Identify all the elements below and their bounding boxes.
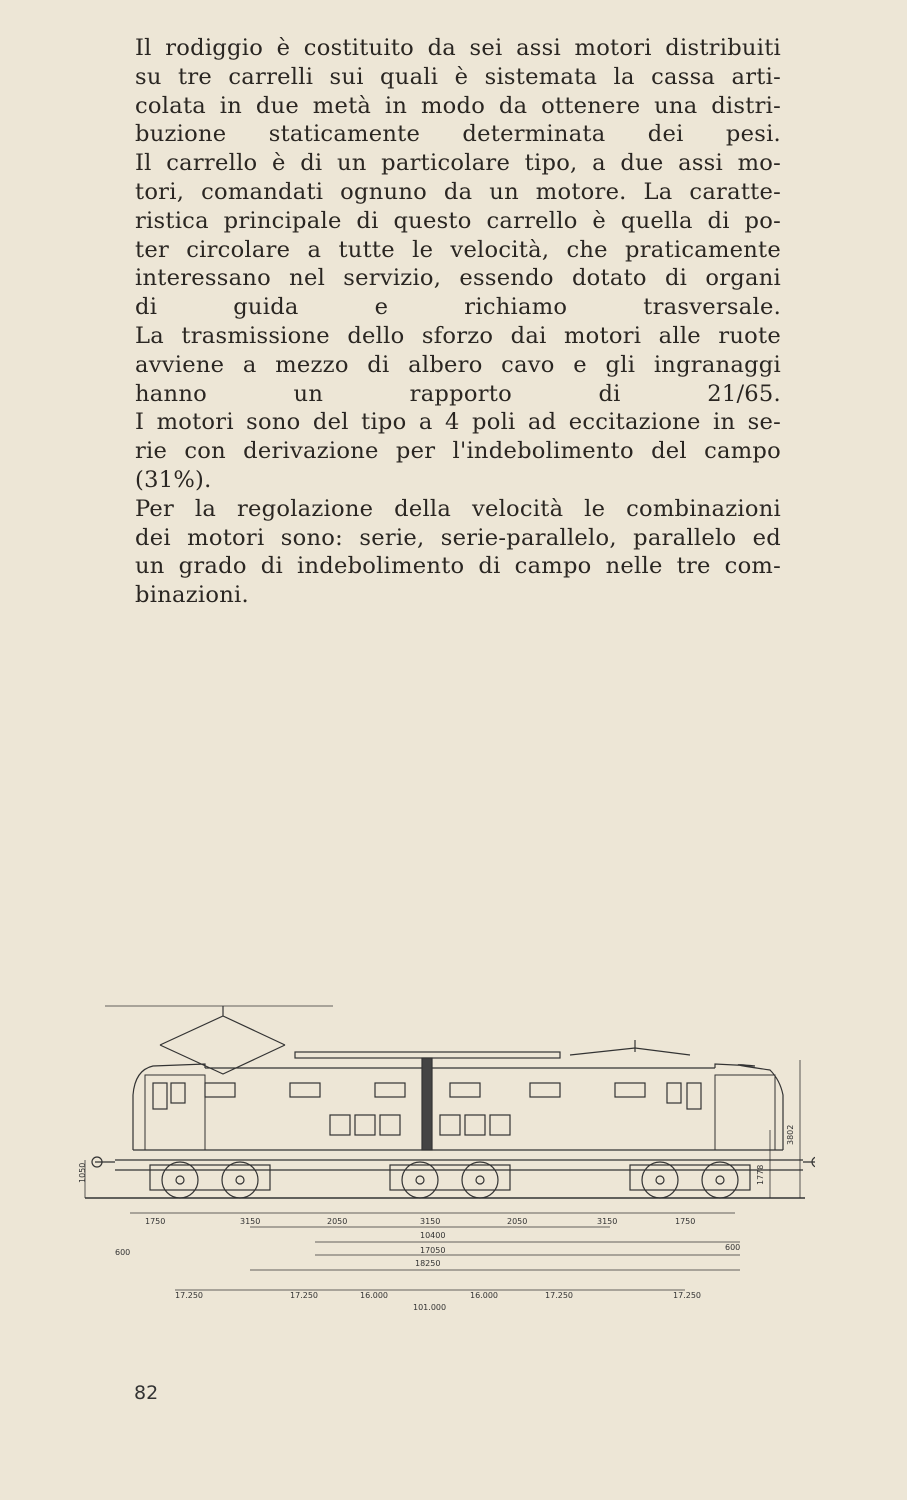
locomotive-svg: [75, 1000, 815, 1320]
text-line: binazioni.: [135, 582, 249, 609]
text-line: ristica principale di questo carrello è quella di po-: [135, 207, 781, 234]
axle-weight: 16.000: [360, 1291, 388, 1300]
text-line: su tre carrelli sui quali è sistemata la cassa arti-: [135, 63, 781, 90]
dim-label: 3150: [240, 1217, 261, 1226]
bogie-2: [390, 1165, 510, 1190]
dim-600-left: 600: [115, 1248, 131, 1257]
wheel: [162, 1162, 198, 1198]
dim-600-right: 600: [725, 1243, 741, 1252]
wheel: [642, 1162, 678, 1198]
locomotive-drawing: [75, 1000, 815, 1320]
axle-weight: 17.250: [290, 1291, 318, 1300]
paragraph: [135, 149, 781, 322]
text-line: colata in due metà in modo da ottenere una distri-: [135, 92, 781, 119]
dim-label: 3150: [597, 1217, 618, 1226]
text-line: un grado di indebolimento di campo nelle tre com-: [135, 553, 781, 580]
dim-18250: 18250: [415, 1259, 441, 1268]
paragraph: [135, 322, 781, 408]
paragraph: [135, 495, 781, 610]
paragraph: [135, 408, 781, 494]
wheel: [402, 1162, 438, 1198]
bogie-3: [630, 1165, 750, 1190]
text-line: avviene a mezzo di albero cavo e gli ingranaggi: [135, 351, 781, 378]
total-weight: 101.000: [413, 1303, 447, 1312]
text-line: di guida e richiamo trasversale.: [135, 294, 781, 321]
dim-label: 2050: [327, 1217, 348, 1226]
axle-weight: 17.250: [673, 1291, 701, 1300]
dim-label: 3150: [420, 1217, 441, 1226]
text-line: buzione staticamente determinata dei pesi.: [135, 121, 781, 148]
text-line: (31%).: [135, 466, 212, 493]
text-line: I motori sono del tipo a 4 poli ad eccitazione in se-: [135, 409, 781, 436]
text-line: Il rodiggio è costituito da sei assi motori distribuiti: [135, 35, 781, 61]
dim-height-3802: 3802: [786, 1124, 795, 1145]
text-line: interessano nel servizio, essendo dotato di organi: [135, 265, 781, 292]
axle-weight: 16.000: [470, 1291, 498, 1300]
articulation-joint: [422, 1058, 432, 1150]
wheel: [702, 1162, 738, 1198]
pantograph-left: [160, 1016, 285, 1045]
page-number: 82: [134, 1382, 159, 1404]
roof-equipment: [295, 1052, 560, 1058]
text-line: ter circolare a tutte le velocità, che praticamente: [135, 236, 781, 263]
dim-label: 2050: [507, 1217, 528, 1226]
axle-weight: 17.250: [545, 1291, 573, 1300]
dim-label: 1750: [145, 1217, 166, 1226]
wheel: [222, 1162, 258, 1198]
dim-height-1050: 1050: [78, 1162, 87, 1183]
dim-height-1778: 1778: [756, 1164, 765, 1185]
dim-10400: 10400: [420, 1231, 446, 1240]
text-line: Il carrello è di un particolare tipo, a due assi mo-: [135, 150, 781, 177]
text-line: dei motori sono: serie, serie-parallelo, parallelo ed: [135, 524, 781, 551]
text-line: La trasmissione dello sforzo dai motori alle ruote: [135, 322, 781, 349]
text-line: Per la regolazione della velocità le combinazioni: [135, 495, 781, 522]
body-outline: [133, 1064, 783, 1150]
text-line: rie con derivazione per l'indebolimento del campo: [135, 438, 781, 465]
dim-17050: 17050: [420, 1246, 446, 1255]
dim-label: 1750: [675, 1217, 696, 1226]
wheel: [462, 1162, 498, 1198]
paragraph: [135, 34, 781, 149]
text-line: tori, comandati ognuno da un motore. La caratte-: [135, 178, 781, 205]
body-text: [135, 34, 781, 610]
text-line: hanno un rapporto di 21/65.: [135, 380, 781, 407]
bogie-1: [150, 1165, 270, 1190]
pantograph-right: [570, 1048, 690, 1055]
axle-weight: 17.250: [175, 1291, 203, 1300]
